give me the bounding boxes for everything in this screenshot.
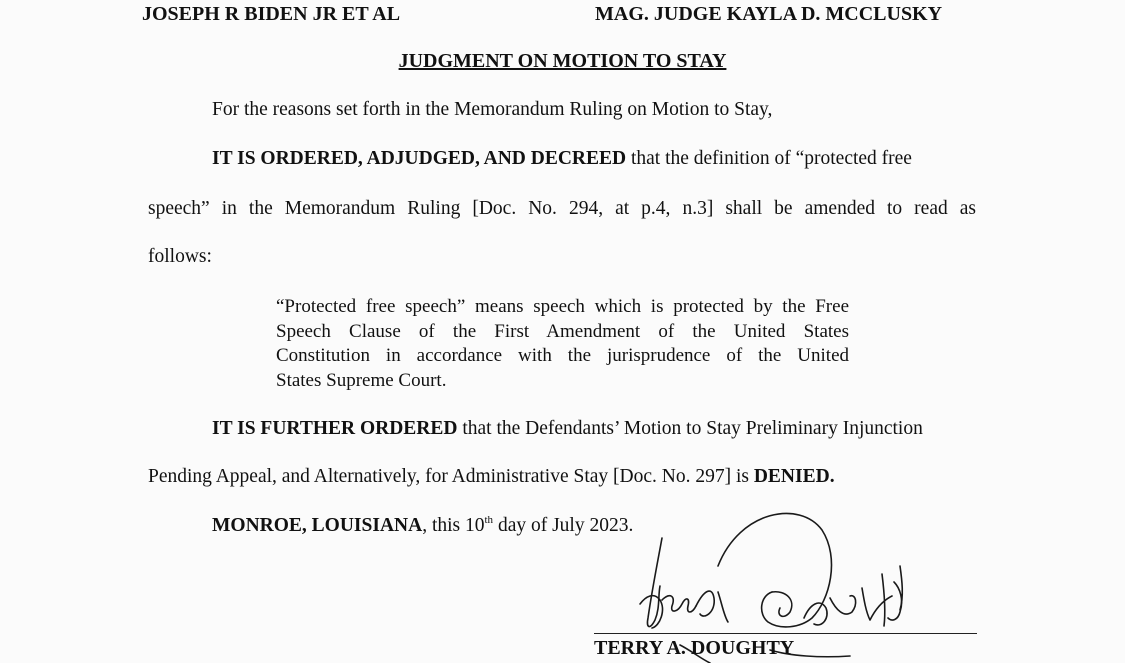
dated-place: MONROE, LOUISIANA — [212, 515, 423, 536]
dated-post: day of July 2023. — [493, 515, 634, 536]
order-line1-text: that the definition of “protected free — [630, 148, 912, 169]
paragraph-order-line3: follows: — [148, 246, 212, 267]
further-bold-phrase: IT IS FURTHER ORDERED — [212, 418, 458, 439]
block-quote — [276, 295, 849, 393]
further-line1-text: that the Defendants’ Motion to Stay Preliminary Injunction — [462, 418, 923, 439]
dated-line — [212, 515, 633, 537]
paragraph-intro: For the reasons set forth in the Memorandum Ruling on Motion to Stay, — [212, 99, 773, 120]
dated-pre: , this 10 — [422, 515, 485, 536]
paragraph-further-line1 — [212, 418, 923, 440]
case-caption-left: JOSEPH R BIDEN JR ET AL — [142, 3, 401, 25]
order-bold-phrase: IT IS ORDERED, ADJUDGED, AND DECREED — [212, 148, 627, 169]
quote-line: Constitution in accordance with the jurisprudence of the United — [276, 345, 849, 366]
dated-suffix: th — [484, 514, 494, 526]
quote-line: Speech Clause of the First Amendment of the United States — [276, 320, 849, 342]
paragraph-order-line1 — [212, 148, 912, 170]
further-line2-text: Pending Appeal, and Alternatively, for Administrative Stay [Doc. No. 297] is — [148, 466, 749, 487]
denied-word: DENIED. — [753, 466, 835, 487]
signature-line — [594, 633, 977, 634]
paragraph-order-line2: speech” in the Memorandum Ruling [Doc. No. 294, at p.4, n.3] shall be amended to read as — [148, 198, 976, 219]
quote-line: States Supreme Court. — [276, 369, 447, 391]
case-caption-right: MAG. JUDGE KAYLA D. MCCLUSKY — [595, 3, 943, 25]
document-title-wrap — [0, 50, 1125, 73]
paragraph-further-line2 — [148, 466, 835, 488]
document-title: JUDGMENT ON MOTION TO STAY — [398, 50, 727, 72]
quote-line: “Protected free speech” means speech which is protected by the Free — [276, 296, 849, 317]
signer-name: TERRY A. DOUGHTY — [594, 637, 795, 659]
